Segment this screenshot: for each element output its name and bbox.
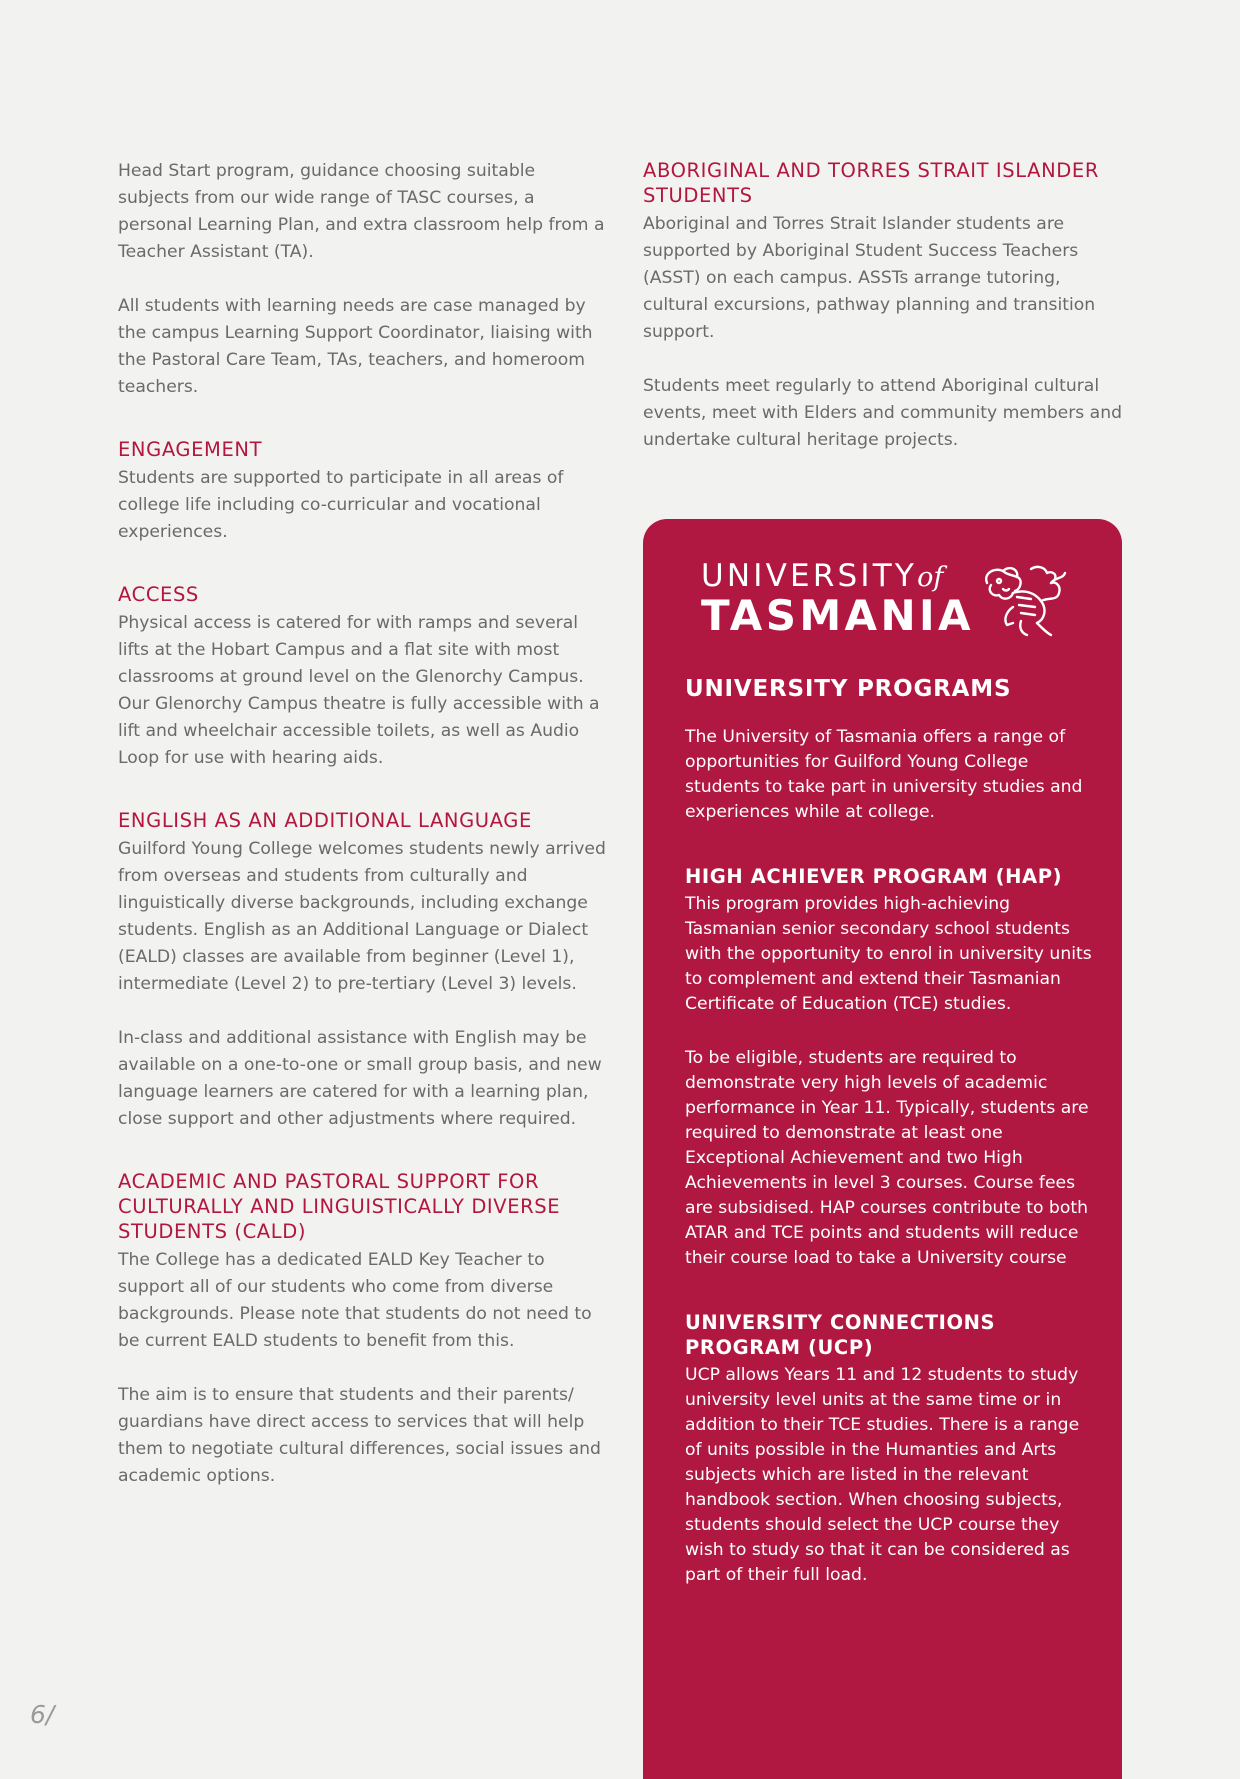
hap-heading: HIGH ACHIEVER PROGRAM (HAP) <box>685 865 1063 888</box>
intro-paragraph-1: Head Start program, guidance choosing suitable subjects from our wide range of TASC courses, a personal Learning Plan, and extra classroom help from a Teacher Assistant (TA). <box>118 161 605 262</box>
engagement-heading: ENGAGEMENT <box>118 438 263 461</box>
hap-paragraph-2: To be eligible, students are required to demonstrate very high levels of academic performance in Year 11. Typically, students are required to demonstrate at least one Exceptional Achievement and two High Achievements in level 3 courses. Course fees are subsidised. HAP courses contribute to both ATAR and TCE points and students will reduce their course load to take a University course <box>685 1048 1089 1268</box>
lion-emblem-icon <box>973 563 1069 639</box>
hap-section <box>685 864 1095 1271</box>
left-column <box>118 158 606 1490</box>
cald-section <box>118 1169 606 1490</box>
atsi-paragraph-1: Aboriginal and Torres Strait Islander students are supported by Aboriginal Student Success Teachers (ASST) on each campus. ASSTs arrange tutoring, cultural excursions, pathway planning and transition support. <box>643 214 1096 342</box>
right-column <box>643 158 1123 454</box>
ucp-section <box>685 1310 1095 1588</box>
hap-paragraph-1: This program provides high-achieving Tasmanian senior secondary school students with the opportunity to enrol in university units to complement and extend their Tasmanian Certificate of Education (TCE) studies. <box>685 894 1092 1014</box>
page-number: 6/ <box>30 1700 55 1729</box>
access-heading: ACCESS <box>118 583 199 606</box>
ucp-paragraph: UCP allows Years 11 and 12 students to study university level units at the same time or in addition to their TCE studies. There is a range of units possible in the Humanties and Arts subjects which are listed in the relevant handbook section. When choosing subjects, students should select the UCP course they wish to study so that it can be considered as part of their full load. <box>685 1365 1080 1585</box>
cald-paragraph-2: The aim is to ensure that students and their parents/ guardians have direct access to services that will help them to negotiate cultural differences, social issues and academic options. <box>118 1385 601 1486</box>
atsi-paragraph-2: Students meet regularly to attend Aboriginal cultural events, meet with Elders and community members and undertake cultural heritage projects. <box>643 376 1123 450</box>
cald-heading: ACADEMIC AND PASTORAL SUPPORT FOR CULTURALLY AND LINGUISTICALLY DIVERSE STUDENTS (CALD) <box>118 1170 561 1243</box>
access-paragraph: Physical access is catered for with ramps and several lifts at the Hobart Campus and a flat site with most classrooms at ground level on the Glenorchy Campus. Our Glenorchy Campus theatre is fully accessible with a lift and wheelchair accessible toilets, as well as Audio Loop for use with hearing aids. <box>118 613 600 768</box>
logo-of: of <box>917 562 944 593</box>
eal-heading: ENGLISH AS AN ADDITIONAL LANGUAGE <box>118 809 532 832</box>
eal-section <box>118 808 606 1133</box>
programs-paragraph: The University of Tasmania offers a range of opportunities for Guilford Young College students to take part in university studies and experiences while at college. <box>685 727 1083 822</box>
university-panel <box>643 519 1122 1779</box>
atsi-heading: ABORIGINAL AND TORRES STRAIT ISLANDER STUDENTS <box>643 159 1099 207</box>
logo-line-1: UNIVERSITYof <box>701 558 944 594</box>
intro-paragraph-2: All students with learning needs are case managed by the campus Learning Support Coordinator, liaising with the Pastoral Care Team, TAs, teachers, and homeroom teachers. <box>118 296 593 397</box>
cald-paragraph-1: The College has a dedicated EALD Key Teacher to support all of our students who come from diverse backgrounds. Please note that students do not need to be current EALD students to benefit from this. <box>118 1250 592 1351</box>
panel-content <box>685 675 1095 1588</box>
logo-line-2: TASMANIA <box>701 591 974 640</box>
ucp-heading: UNIVERSITY CONNECTIONS PROGRAM (UCP) <box>685 1311 996 1359</box>
engagement-section <box>118 437 606 546</box>
engagement-paragraph: Students are supported to participate in all areas of college life including co-curricular and vocational experiences. <box>118 468 564 542</box>
programs-heading: UNIVERSITY PROGRAMS <box>685 676 1012 702</box>
utas-logo <box>701 559 1071 639</box>
eal-paragraph-1: Guilford Young College welcomes students newly arrived from overseas and students from culturally and linguistically diverse backgrounds, including exchange students. English as an Additional Language or Dialect (EALD) classes are available from beginner (Level 1), intermediate (Level 2) to pre-tertiary (Level 3) levels. <box>118 839 606 994</box>
access-section <box>118 582 606 772</box>
eal-paragraph-2: In-class and additional assistance with English may be available on a one-to-one or small group basis, and new language learners are catered for with a learning plan, close support and other adjustments where required. <box>118 1028 602 1129</box>
